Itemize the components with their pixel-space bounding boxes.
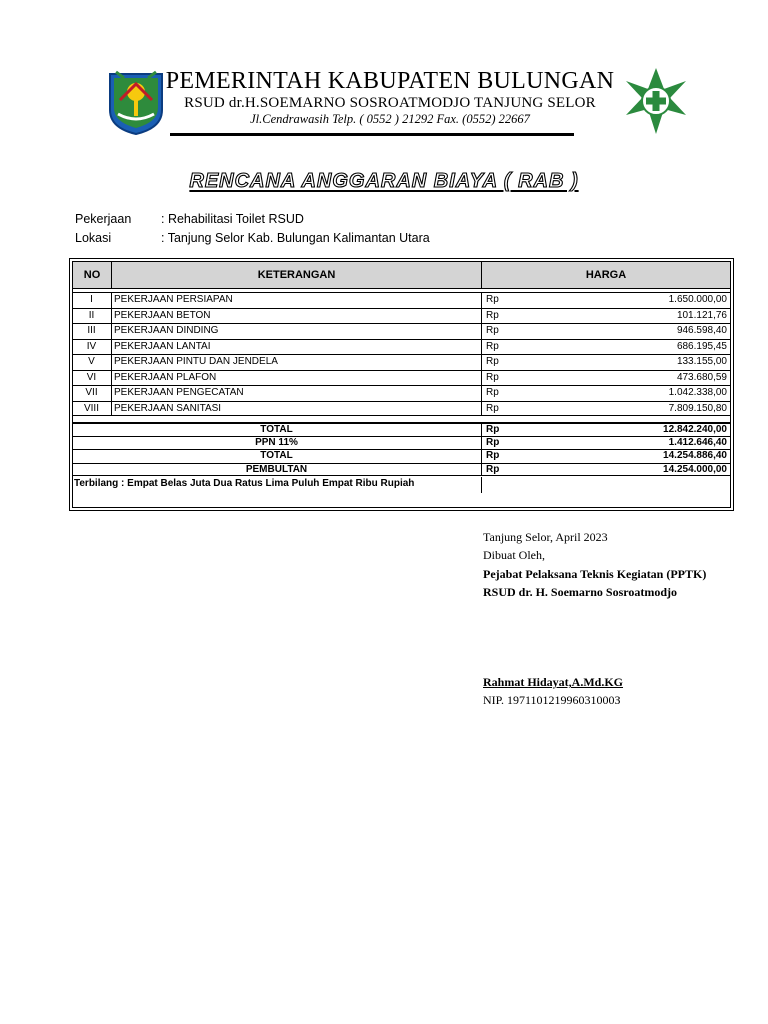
row-keterangan: PEKERJAAN PERSIAPAN	[112, 293, 482, 308]
row-no: I	[72, 293, 112, 308]
row-no: V	[72, 355, 112, 370]
total-currency: Rp	[486, 424, 500, 435]
rounded-total-currency: Rp	[486, 463, 500, 475]
table-row	[72, 339, 731, 355]
row-currency: Rp	[486, 387, 499, 398]
row-keterangan: PEKERJAAN PENGECATAN	[112, 386, 482, 401]
row-currency: Rp	[486, 294, 499, 305]
row-amount: 686.195,45	[676, 340, 727, 352]
grand-total-row	[72, 449, 731, 463]
row-keterangan: PEKERJAAN LANTAI	[112, 340, 482, 355]
rounded-total-row	[72, 463, 731, 477]
row-amount: 133.155,00	[676, 356, 727, 367]
lokasi-label: Lokasi	[75, 231, 112, 245]
green-star-medical-icon	[614, 66, 698, 136]
row-amount: 946.598,40	[676, 325, 727, 336]
table-row	[72, 385, 731, 401]
total-amount: 12.842.240,00	[663, 424, 727, 435]
signature-made-by: Dibuat Oleh,	[483, 548, 545, 562]
letterhead-government: PEMERINTAH KABUPATEN BULUNGAN	[165, 68, 615, 94]
meta-pekerjaan	[75, 212, 304, 226]
pekerjaan-label: Pekerjaan	[75, 212, 132, 226]
signature-institution: RSUD dr. H. Soemarno Sosroatmodjo	[483, 585, 678, 599]
amount-in-words: Terbilang : Empat Belas Juta Dua Ratus Lima Puluh Empat Ribu Rupiah	[74, 478, 415, 489]
row-no: VI	[72, 371, 112, 386]
row-currency: Rp	[486, 325, 499, 336]
lokasi-value: : Tanjung Selor Kab. Bulungan Kalimantan Utara	[161, 231, 430, 245]
row-currency: Rp	[486, 402, 499, 414]
row-currency: Rp	[486, 309, 499, 321]
table-row	[72, 308, 731, 324]
row-no: III	[72, 324, 112, 339]
table-row	[72, 354, 731, 370]
pekerjaan-value: : Rehabilitasi Toilet RSUD	[161, 212, 304, 226]
signature-place-date: Tanjung Selor, April 2023	[483, 530, 608, 544]
item-rows	[72, 292, 731, 416]
row-keterangan: PEKERJAAN BETON	[112, 309, 482, 324]
ppn-label: PPN 11%	[72, 437, 482, 450]
row-keterangan: PEKERJAAN PLAFON	[112, 371, 482, 386]
ppn-row	[72, 436, 731, 450]
letterhead-hospital: RSUD dr.H.SOEMARNO SOSROATMODJO TANJUNG SELOR	[184, 95, 596, 111]
ppn-currency: Rp	[486, 436, 500, 448]
document-title: RENCANA ANGGARAN BIAYA ( RAB )	[189, 170, 579, 192]
header-rule	[72, 288, 731, 289]
letterhead-address: Jl.Cendrawasih Telp. ( 0552 ) 21292 Fax. (0552) 22667	[250, 112, 530, 126]
row-no: II	[72, 309, 112, 324]
total-label: TOTAL	[72, 424, 482, 436]
row-amount: 1.042.338,00	[668, 387, 727, 398]
grand-total-currency: Rp	[486, 450, 500, 461]
signatory-nip: NIP. 197110121996031000З	[483, 693, 621, 707]
row-amount: 1.650.000,00	[668, 294, 727, 305]
terbilang-divider	[481, 477, 482, 493]
header-keterangan: KETERANGAN	[112, 262, 482, 288]
table-row	[72, 323, 731, 339]
row-no: IV	[72, 340, 112, 355]
row-currency: Rp	[486, 340, 499, 352]
totals-block	[72, 422, 731, 476]
total-row	[72, 422, 731, 436]
row-no: VII	[72, 386, 112, 401]
row-keterangan: PEKERJAAN PINTU DAN JENDELA	[112, 355, 482, 370]
grand-total-label: TOTAL	[72, 450, 482, 463]
table-row	[72, 292, 731, 308]
row-amount: 7.809.150,80	[668, 402, 727, 414]
grand-total-amount: 14.254.886,40	[663, 450, 727, 461]
table-row	[72, 370, 731, 386]
row-keterangan: PEKERJAAN DINDING	[112, 324, 482, 339]
row-keterangan: PEKERJAAN SANITASI	[112, 402, 482, 416]
meta-lokasi	[75, 231, 430, 245]
ppn-amount: 1.412.646,40	[668, 436, 727, 448]
rounded-total-amount: 14.254.000,00	[663, 463, 727, 475]
header-harga: HARGA	[482, 262, 730, 288]
row-currency: Rp	[486, 356, 499, 367]
row-no: VIII	[72, 402, 112, 416]
rounded-total-label: PEMBULTAN	[72, 464, 482, 476]
row-amount: 473.680,59	[676, 371, 727, 383]
table-row	[72, 401, 731, 417]
header-no: NO	[73, 262, 112, 288]
signature-role: Pejabat Pelaksana Teknis Kegiatan (PPTK)	[483, 567, 707, 581]
signatory-name: Rahmat Hidayat,A.Md.KG	[483, 675, 624, 689]
letterhead-rule	[170, 133, 574, 136]
row-amount: 101.121,76	[676, 309, 727, 321]
row-currency: Rp	[486, 371, 499, 383]
